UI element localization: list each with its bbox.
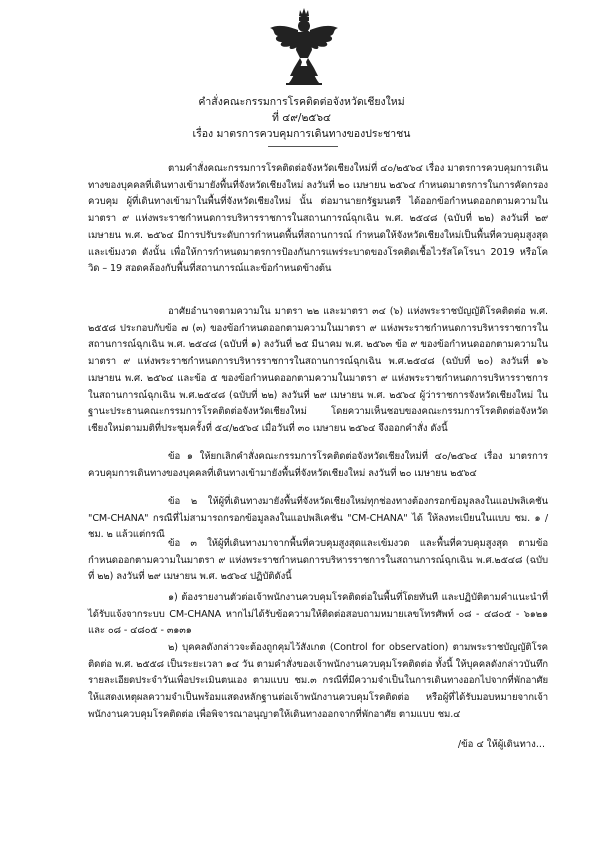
clause-2: ข้อ ๒ ให้ผู้ที่เดินทางมายังพื้นที่จังหวัดเชียงใหม่ทุกช่องทางต้องกรอกข้อมูลลงในแอปพลิเคชัน "CM-CHANA" กรณีที่ไม่สามารถกรอกข้อมูลลงในแอปพลิเคชัน "CM-CHANA" ได้ ให้ลงทะเบียนในแบบ ชม. ๑ / ชม. ๒ แล้วแต่กรณี — [88, 496, 548, 541]
clause-1: ข้อ ๑ ให้ยกเลิกคำสั่งคณะกรรมการโรคติดต่อจังหวัดเชียงใหม่ที่ ๔๐/๒๕๖๔ เรื่อง มาตรการควบคุมการเดินทางของบุคคลที่เดินทางเข้ามายังพื้นที่จังหวัดเชียงใหม่ ลงวันที่ ๒๐ เมษายน ๒๕๖๔ — [88, 451, 548, 479]
continued-marker: /ข้อ ๔ ให้ผู้เดินทาง... — [457, 739, 545, 750]
order-title: คำสั่งคณะกรรมการโรคติดต่อจังหวัดเชียงใหม่ — [198, 96, 405, 108]
clause-3-item-2: ๒) บุคคลดังกล่าวจะต้องถูกคุมไว้สังเกต (Control for observation) ตามพระราชบัญญัติโรคติดต่อ พ.ศ. ๒๕๕๘ เป็นระยะเวลา ๑๔ วัน ตามคำสั่งของเจ้าพนักงานควบคุมโรคติดต่อ ทั้งนี้ ให้บุคคลดังกล่าวบันทึกรายละเอียดประจำวันเพื่อประเมินตนเอง ตามแบบ ชม.๓ กรณีที่มีความจำเป็นในการเดินทางออกไปจากที่พักอาศัยให้แสดงเหตุผลความจำเป็นพร้อมแสดงหลักฐานต่อเจ้าพนักงานควบคุมโรคติดต่อ หรือผู้ที่ได้รับมอบหมายจากเจ้าพนักงานควบคุมโรคติดต่อ เพื่อพิจารณาอนุญาตให้เดินทางออกจากที่พักอาศัย ตามแบบ ชม.๔ — [88, 642, 548, 720]
garuda-emblem-icon — [268, 6, 340, 86]
clause-3: ข้อ ๓ ให้ผู้ที่เดินทางมาจากพื้นที่ควบคุมสูงสุดและเข้มงวด และพื้นที่ควบคุมสูงสุด ตามข้อกำหนดออกตามความในมาตรา ๙ แห่งพระราชกำหนดการบริหารราชการในสถานการณ์ฉุกเฉิน พ.ศ.๒๕๔๘ (ฉบับที่ ๒๒) ลงวันที่ ๒๙ เมษายน พ.ศ. ๒๕๖๔ ปฏิบัติดังนี้ — [88, 538, 548, 583]
preamble-paragraph: ตามคำสั่งคณะกรรมการโรคติดต่อจังหวัดเชียงใหม่ที่ ๔๐/๒๕๖๔ เรื่อง มาตรการควบคุมการเดินทางของบุคคลที่เดินทางเข้ามายังพื้นที่จังหวัดเชียงใหม่ ลงวันที่ ๒๐ เมษายน ๒๕๖๔ กำหนดมาตรการในการคัดกรอง ควบคุม ผู้ที่เดินทางเข้ามาในพื้นที่จังหวัดเชียงใหม่ นั้น ต่อมานายกรัฐมนตรี ได้ออกข้อกำหนดออกตามความในมาตรา ๙ แห่งพระราชกำหนดการบริหารราชการในสถานการณ์ฉุกเฉิน พ.ศ. ๒๕๔๘ (ฉบับที่ ๒๒) ลงวันที่ ๒๙ เมษายน พ.ศ. ๒๕๖๔ มีการปรับระดับการกำหนดพื้นที่สถานการณ์ กำหนดให้จังหวัดเชียงใหม่เป็นพื้นที่ควบคุมสูงสุดและเข้มงวด ดังนั้น เพื่อให้การกำหนดมาตรการป้องกันการแพร่ระบาดของโรคติดเชื้อไวรัสโคโรนา 2019 หรือโควิด – 19 สอดคล้องกับพื้นที่สถานการณ์และข้อกำหนดข้างต้น — [88, 163, 548, 275]
order-subject: เรื่อง มาตรการควบคุมการเดินทางของประชาชน — [192, 128, 411, 140]
authority-paragraph: อาศัยอำนาจตามความใน มาตรา ๒๒ และมาตรา ๓๔ (๖) แห่งพระราชบัญญัติโรคติดต่อ พ.ศ. ๒๕๕๘ ประกอบกับข้อ ๗ (๓) ของข้อกำหนดออกตามความในมาตรา ๙ แห่งพระราชกำหนดการบริหารราชการในสถานการณ์ฉุกเฉิน พ.ศ. ๒๕๔๘ (ฉบับที่ ๑) ลงวันที่ ๒๕ มีนาคม พ.ศ. ๒๕๖๓ ข้อ ๙ ของข้อกำหนดออกตามความในมาตรา ๙ แห่งพระราชกำหนดการบริหารราชการในสถานการณ์ฉุกเฉิน พ.ศ.๒๕๔๘ (ฉบับที่ ๒๐) ลงวันที่ ๑๖ เมษายน พ.ศ. ๒๕๖๔ และข้อ ๕ ของข้อกำหนดออกตามความในมาตรา ๙ แห่งพระราชกำหนดการบริหารราชการในสถานการณ์ฉุกเฉิน พ.ศ.๒๕๔๘ (ฉบับที่ ๒๒) ลงวันที่ ๒๙ เมษายน พ.ศ. ๒๕๖๔ ผู้ว่าราชการจังหวัดเชียงใหม่ ในฐานะประธานคณะกรรมการโรคติดต่อจังหวัดเชียงใหม่ โดยความเห็นชอบของคณะกรรมการโรคติดต่อจังหวัดเชียงใหม่ตามมติที่ประชุมครั้งที่ ๕๔/๒๕๖๔ เมื่อวันที่ ๓๐ เมษายน ๒๕๖๔ จึงออกคำสั่ง ดังนี้ — [88, 306, 548, 434]
clause-3-item-1: ๑) ต้องรายงานตัวต่อเจ้าพนักงานควบคุมโรคติดต่อในพื้นที่โดยทันที และปฏิบัติตามคำแนะนำที่ได้รับแจ้งจากระบบ CM-CHANA หากไม่ได้รับข้อความให้ติดต่อสอบถามหมายเลขโทรศัพท์ ๐๘ - ๔๘๐๕ - ๖๑๒๑ และ ๐๘ - ๔๘๐๕ - ๓๑๓๑ — [88, 592, 548, 637]
order-number: ที่ ๔๙/๒๕๖๔ — [272, 112, 331, 124]
header-divider — [268, 146, 338, 147]
